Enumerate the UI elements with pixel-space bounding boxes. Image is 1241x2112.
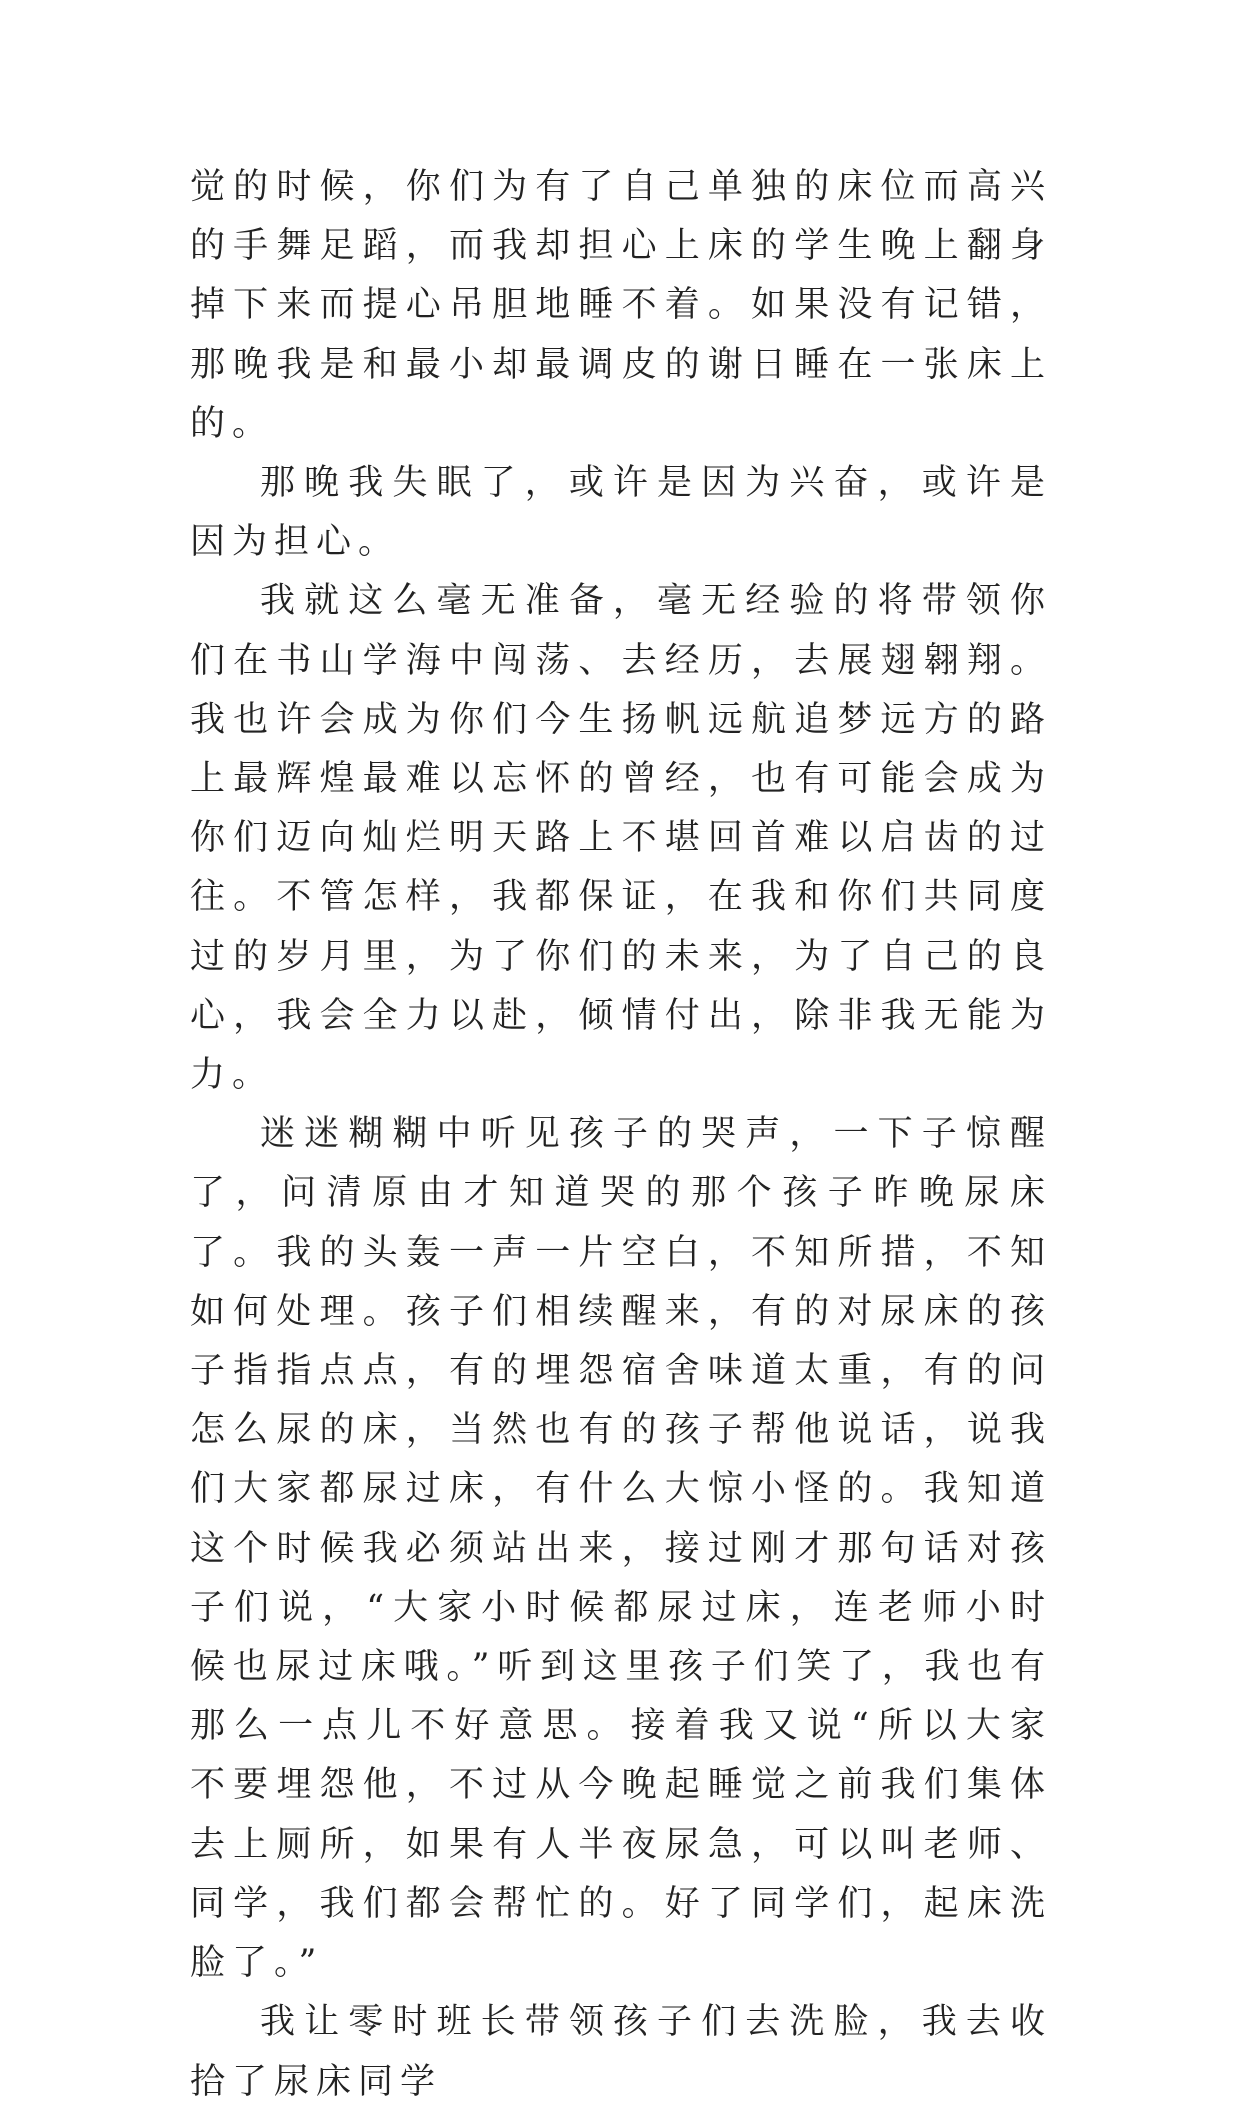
document-body <box>190 158 1052 2112</box>
paragraph-3: 我就这么毫无准备，毫无经验的将带领你们在书山学海中闯荡、去经历，去展翅翱翔。我也许会成为你们今生扬帆远航追梦远方的路上最辉煌最难以忘怀的曾经，也有可能会成为你们迈向灿烂明天路上不堪回首难以启齿的过往。不管怎样，我都保证，在我和你们共同度过的岁月里，为了你们的未来，为了自己的良心，我会全力以赴，倾情付出，除非我无能为力。 <box>190 581 1052 1096</box>
paragraph-4: 迷迷糊糊中听见孩子的哭声，一下子惊醒了，问清原由才知道哭的那个孩子昨晚尿床了。我的头轰一声一片空白，不知所措，不知如何处理。孩子们相续醒来，有的对尿床的孩子指指点点，有的埋怨宿舍味道太重，有的问怎么尿的床，当然也有的孩子帮他说话，说我们大家都尿过床，有什么大惊小怪的。我知道这个时候我必须站出来，接过刚才那句话对孩子们说，“大家小时候都尿过床，连老师小时候也尿过床哦。”听到这里孩子们笑了，我也有那么一点儿不好意思。接着我又说“所以大家不要埋怨他，不过从今晚起睡觉之前我们集体去上厕所，如果有人半夜尿急，可以叫老师、同学，我们都会帮忙的。好了同学们，起床洗脸了。” <box>190 1114 1052 1984</box>
paragraph-1: 觉的时候，你们为有了自己单独的床位而高兴的手舞足蹈，而我却担心上床的学生晚上翻身掉下来而提心吊胆地睡不着。如果没有记错，那晚我是和最小却最调皮的谢日睡在一张床上的。 <box>190 167 1052 444</box>
paragraph-5: 我让零时班长带领孩子们去洗脸，我去收拾了尿床同学 <box>190 2002 1052 2102</box>
paragraph-2: 那晚我失眠了，或许是因为兴奋，或许是因为担心。 <box>190 463 1052 563</box>
